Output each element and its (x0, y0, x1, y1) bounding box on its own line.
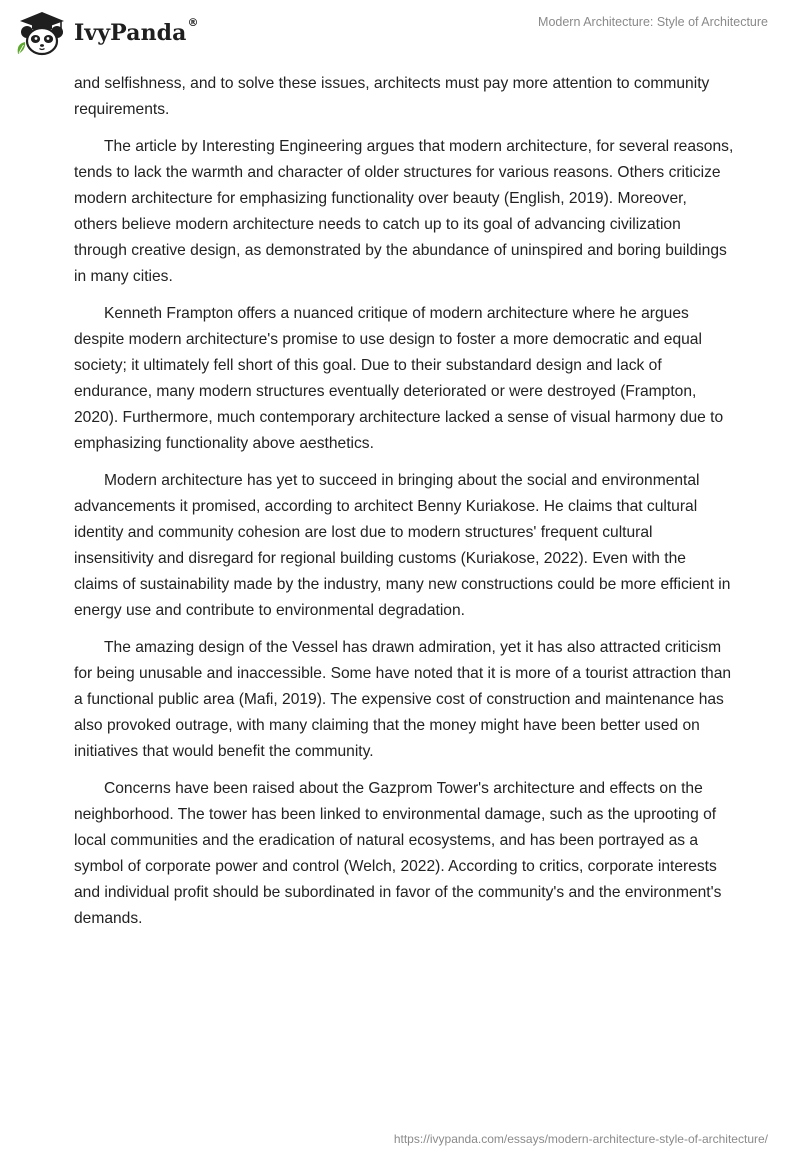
paragraph: Concerns have been raised about the Gazprom Tower's architecture and effects on the neighborhood. The tower has been linked to environmental damage, such as the uprooting of local communities and the eradication of natural ecosystems, and has been portrayed as a symbol of corporate power and control (Welch, 2022). According to critics, corporate interests and individual profit should be subordinated in favor of the community's and the environment's demands. (74, 780, 722, 927)
paragraph: Modern architecture has yet to succeed in bringing about the social and environmental advancements it promised, according to architect Benny Kuriakose. He claims that cultural identity and community cohesion are lost due to modern structures' frequent cultural insensitivity and disregard for regional building customs (Kuriakose, 2022). Even with the claims of sustainability made by the industry, many new constructions could be more efficient in energy use and contribute to environmental degradation. (74, 472, 731, 619)
page-header (0, 0, 800, 72)
paragraph: Kenneth Frampton offers a nuanced critique of modern architecture where he argues despite modern architecture's promise to use design to foster a more democratic and equal society; it ultimately fell short of this goal. Due to their substandard design and lack of endurance, many modern structures eventually deteriorated or were destroyed (Frampton, 2020). Furthermore, much contemporary architecture lacked a sense of visual harmony due to emphasizing functionality above aesthetics. (74, 305, 724, 452)
source-url[interactable]: https://ivypanda.com/essays/modern-architecture-style-of-architecture/ (393, 1132, 768, 1146)
brand-logo[interactable] (14, 8, 199, 58)
paragraph: The article by Interesting Engineering argues that modern architecture, for several reasons, tends to lack the warmth and character of older structures for various reasons. Others criticize modern architecture for emphasizing functionality over beauty (English, 2019). Moreover, others believe modern architecture needs to catch up to its goal of advancing civilization through creative design, as demonstrated by the abundance of uninspired and boring buildings in many cities. (74, 138, 734, 285)
paragraph: The amazing design of the Vessel has drawn admiration, yet it has also attracted criticism for being unusable and inaccessible. Some have noted that it is more of a tourist attraction than a functional public area (Mafi, 2019). The expensive cost of construction and maintenance has also provoked outrage, with many claiming that the money might have been better used on initiatives that would benefit the community. (74, 639, 732, 760)
panda-graduate-icon (14, 8, 70, 58)
paragraph: and selfishness, and to solve these issues, architects must pay more attention to community requirements. (74, 75, 710, 118)
document-title: Modern Architecture: Style of Architecture (538, 15, 768, 29)
essay-body (74, 71, 734, 943)
brand-name: IvyPanda® (74, 16, 199, 46)
registered-mark: ® (187, 16, 199, 29)
